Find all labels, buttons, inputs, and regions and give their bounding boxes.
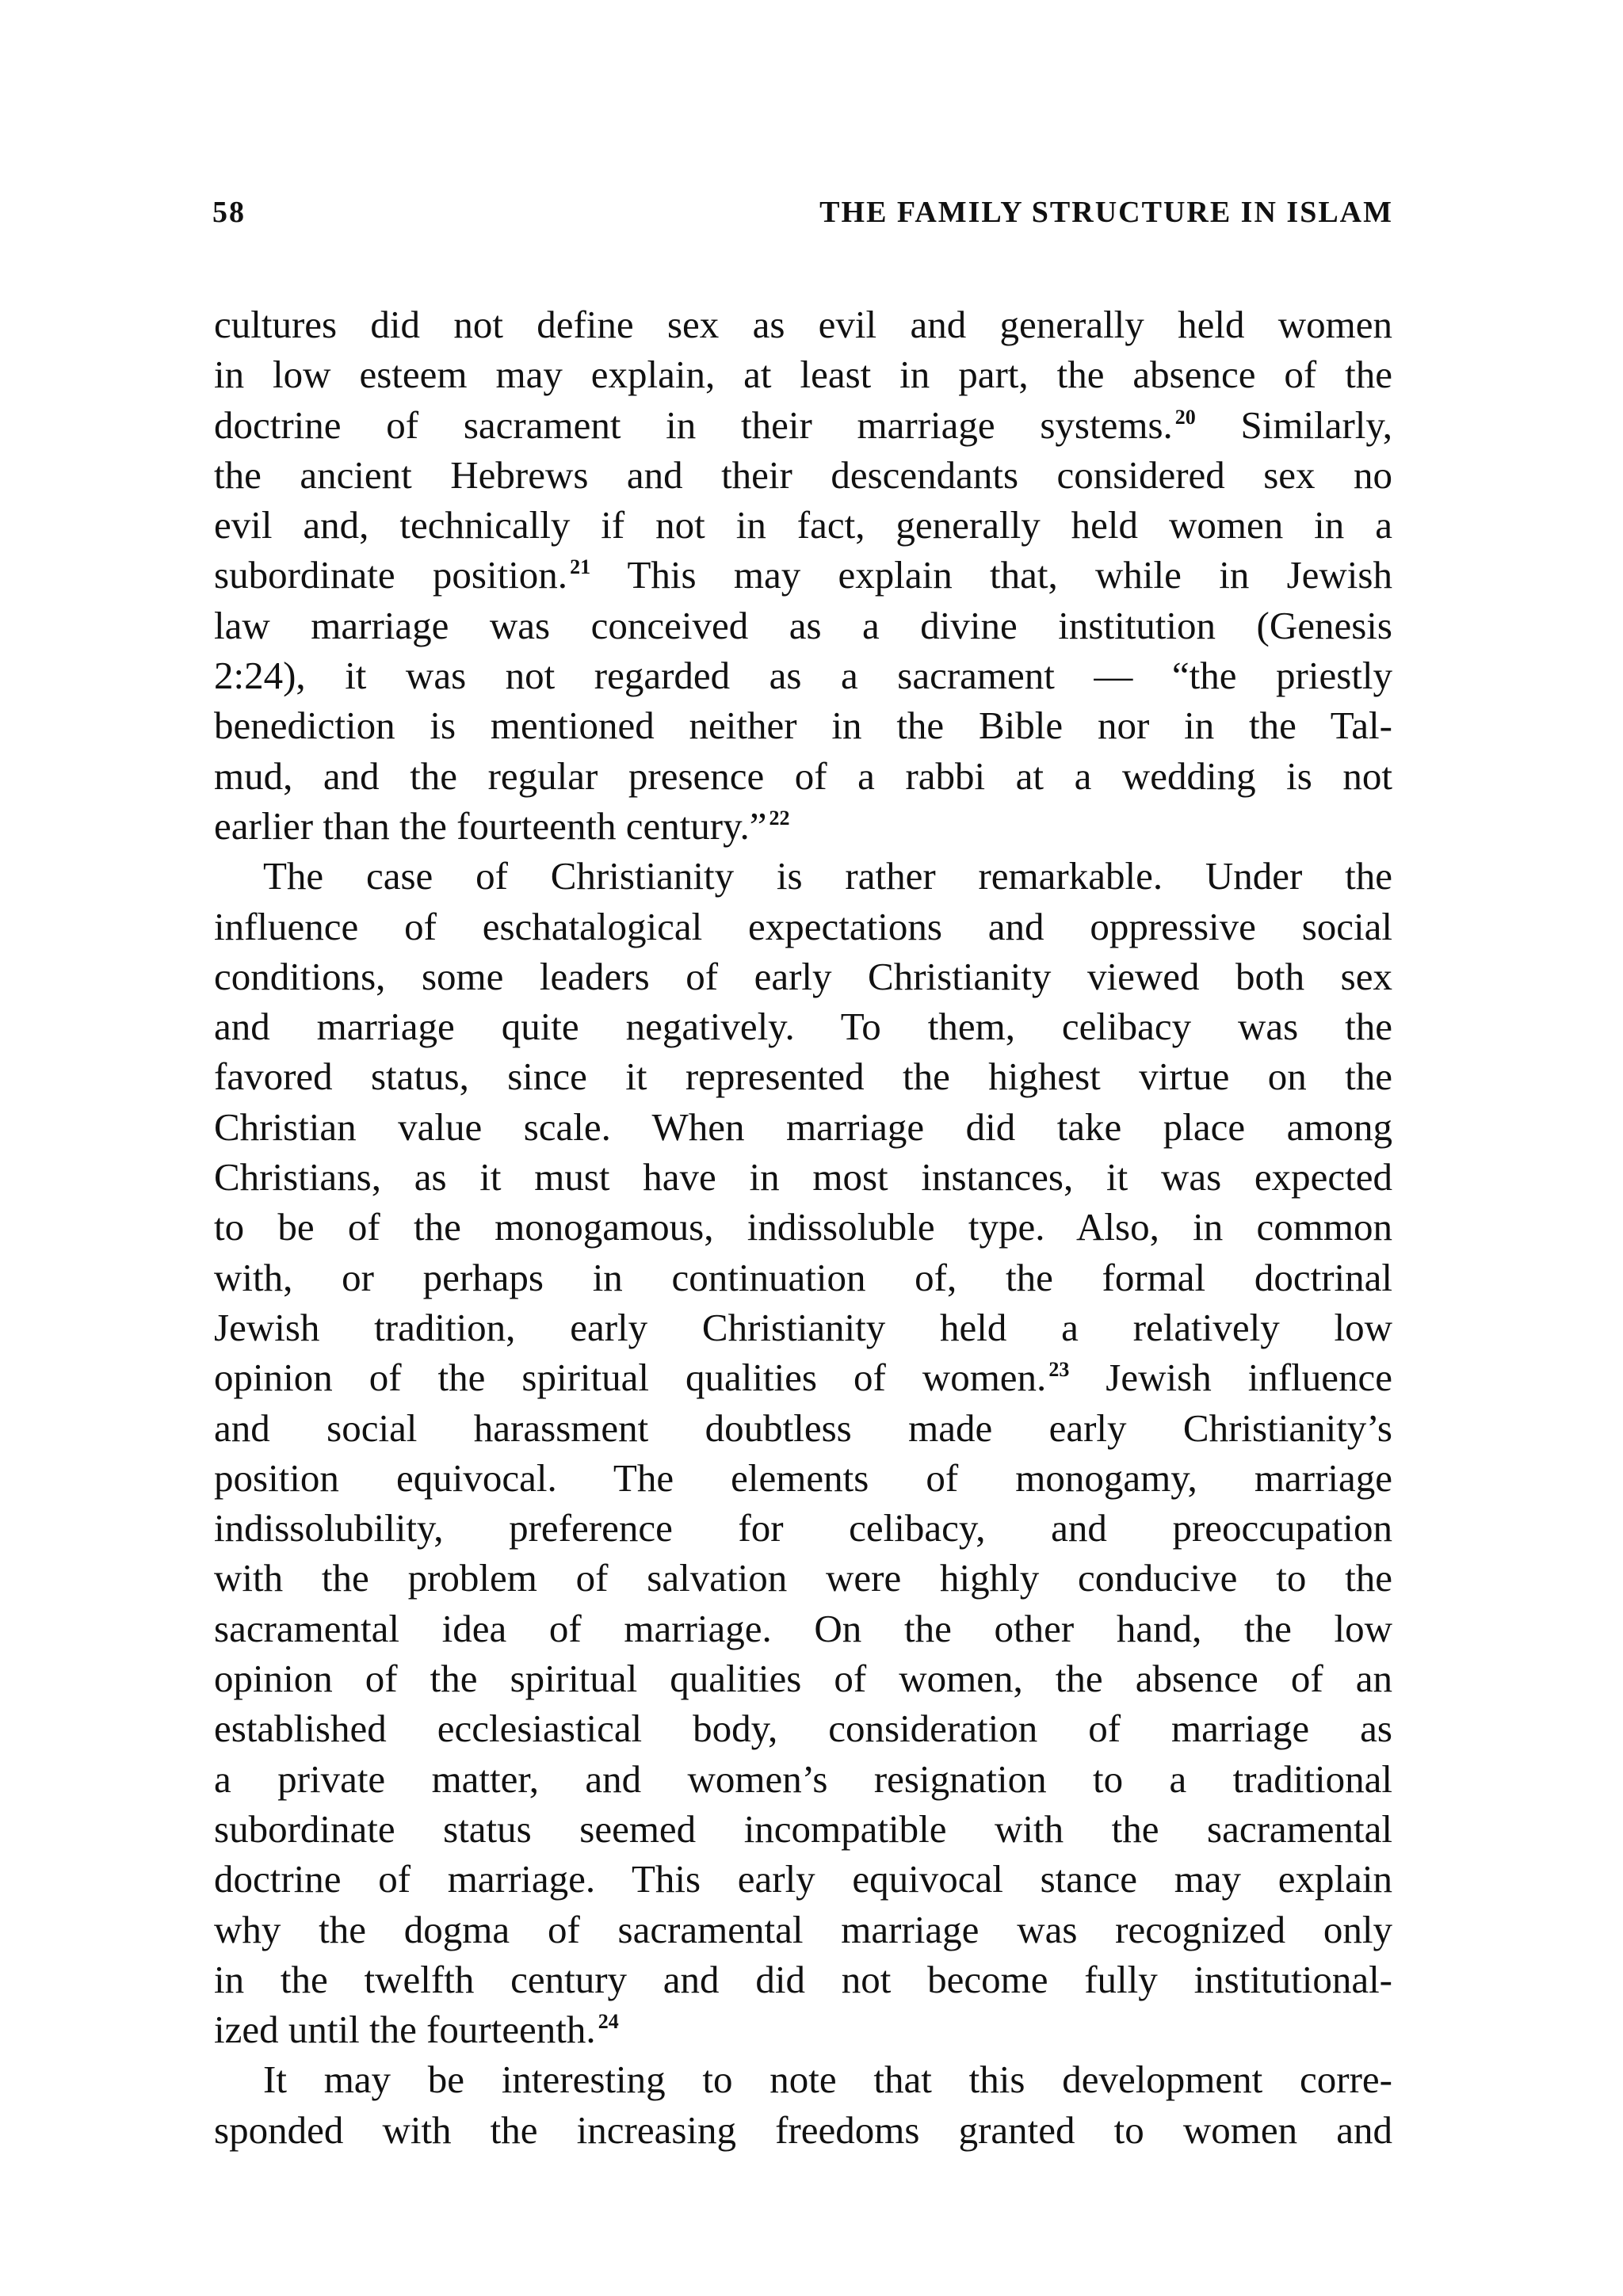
text-line <box>214 1302 1392 1352</box>
line-text-continued: Similarly, <box>1195 402 1392 447</box>
line-text: in the twelfth century and did not become fully institutional- <box>214 1957 1392 2001</box>
text-line <box>214 500 1392 550</box>
line-text: indissolubility, preference for celibacy, and preoccupation <box>214 1506 1392 1550</box>
line-text: doctrine of sacrament in their marriage systems. <box>214 402 1173 447</box>
line-text: favored status, since it represented the highest virtue on the <box>214 1055 1392 1099</box>
text-line <box>214 952 1392 1001</box>
line-text: with, or perhaps in continuation of, the formal doctrinal <box>214 1255 1392 1299</box>
line-text: position equivocal. The elements of monogamy, marriage <box>214 1455 1392 1500</box>
text-line <box>214 550 1392 600</box>
text-line <box>214 801 1392 851</box>
line-text: opinion of the spiritual qualities of women. <box>214 1356 1047 1400</box>
line-text: and social harassment doubtless made early Christianity’s <box>214 1405 1392 1450</box>
line-text: the ancient Hebrews and their descendants considered sex no <box>214 452 1392 497</box>
text-line <box>214 1202 1392 1252</box>
line-text: a private matter, and women’s resignation to a traditional <box>214 1756 1392 1801</box>
line-text: opinion of the spiritual qualities of women, the absence of an <box>214 1657 1392 1701</box>
footnote-marker: 23 <box>1048 1358 1070 1382</box>
text-line <box>214 2004 1392 2054</box>
line-text: evil and, technically if not in fact, generally held women in a <box>214 503 1392 547</box>
line-text: law marriage was conceived as a divine institution (Genesis <box>214 603 1392 647</box>
line-text: mud, and the regular presence of a rabbi at a wedding is not <box>214 753 1392 798</box>
line-text: Christians, as it must have in most instances, it was expected <box>214 1155 1392 1199</box>
text-line <box>214 1553 1392 1603</box>
paragraph <box>214 299 1392 851</box>
line-text: Christian value scale. When marriage did take place among <box>214 1104 1392 1149</box>
paragraph <box>214 2054 1392 2155</box>
text-line <box>214 601 1392 650</box>
text-line <box>214 450 1392 500</box>
text-line <box>214 1955 1392 2004</box>
page-header <box>212 195 1393 235</box>
text-line <box>214 1403 1392 1453</box>
line-text-continued: Jewish influence <box>1069 1356 1392 1400</box>
text-line <box>214 1754 1392 1804</box>
text-line <box>214 851 1392 901</box>
text-line <box>214 1703 1392 1753</box>
text-line <box>214 1854 1392 1904</box>
body-text <box>214 299 1392 2155</box>
text-line <box>214 1253 1392 1302</box>
text-line <box>214 1905 1392 1955</box>
line-text: It may be interesting to note that this development corre- <box>263 2058 1392 2102</box>
text-line <box>214 1051 1392 1101</box>
line-text: The case of Christianity is rather remarkable. Under the <box>263 854 1392 898</box>
line-text: ized until the fourteenth. <box>214 2008 596 2052</box>
text-line <box>214 902 1392 952</box>
text-line <box>214 2105 1392 2155</box>
text-line <box>214 1102 1392 1152</box>
page-number: 58 <box>212 196 246 229</box>
line-text: sponded with the increasing freedoms granted to women and <box>214 2107 1392 2152</box>
running-head: THE FAMILY STRUCTURE IN ISLAM <box>819 196 1393 229</box>
text-line <box>214 1653 1392 1703</box>
line-text: doctrine of marriage. This early equivocal stance may explain <box>214 1857 1392 1901</box>
line-text: and marriage quite negatively. To them, celibacy was the <box>214 1005 1392 1049</box>
line-text: subordinate position. <box>214 553 568 597</box>
line-text: Jewish tradition, early Christianity held a relatively low <box>214 1305 1392 1349</box>
text-line <box>214 1152 1392 1202</box>
text-line <box>214 1001 1392 1051</box>
footnote-marker: 21 <box>570 555 591 579</box>
footnote-marker: 22 <box>769 806 790 830</box>
line-text: with the problem of salvation were highly conducive to the <box>214 1556 1392 1600</box>
line-text: influence of eschatalogical expectations and oppressive social <box>214 904 1392 948</box>
text-line <box>214 1804 1392 1854</box>
line-text: to be of the monogamous, indissoluble type. Also, in common <box>214 1205 1392 1249</box>
text-line <box>214 1352 1392 1402</box>
line-text: in low esteem may explain, at least in part, the absence of the <box>214 353 1392 397</box>
line-text: sacramental idea of marriage. On the other hand, the low <box>214 1606 1392 1650</box>
text-line <box>214 700 1392 750</box>
line-text: subordinate status seemed incompatible with the sacramental <box>214 1806 1392 1851</box>
text-line <box>214 349 1392 399</box>
text-line <box>214 299 1392 349</box>
line-text: established ecclesiastical body, consideration of marriage as <box>214 1707 1392 1751</box>
line-text: 2:24), it was not regarded as a sacrament — “the priestly <box>214 654 1392 698</box>
text-line <box>214 400 1392 450</box>
footnote-marker: 24 <box>598 2010 619 2034</box>
line-text: why the dogma of sacramental marriage was recognized only <box>214 1907 1392 1951</box>
line-text: benediction is mentioned neither in the Bible nor in the Tal- <box>214 704 1392 748</box>
text-line <box>214 751 1392 801</box>
paragraph <box>214 851 1392 2054</box>
text-line <box>214 1453 1392 1503</box>
text-line <box>214 2054 1392 2104</box>
line-text-continued: This may explain that, while in Jewish <box>590 553 1392 597</box>
line-text: earlier than the fourteenth century.” <box>214 803 767 848</box>
text-line <box>214 1503 1392 1553</box>
line-text: conditions, some leaders of early Christianity viewed both sex <box>214 954 1392 998</box>
footnote-marker: 20 <box>1174 405 1196 429</box>
text-line <box>214 1604 1392 1653</box>
text-line <box>214 650 1392 700</box>
line-text: cultures did not define sex as evil and generally held women <box>214 303 1392 346</box>
